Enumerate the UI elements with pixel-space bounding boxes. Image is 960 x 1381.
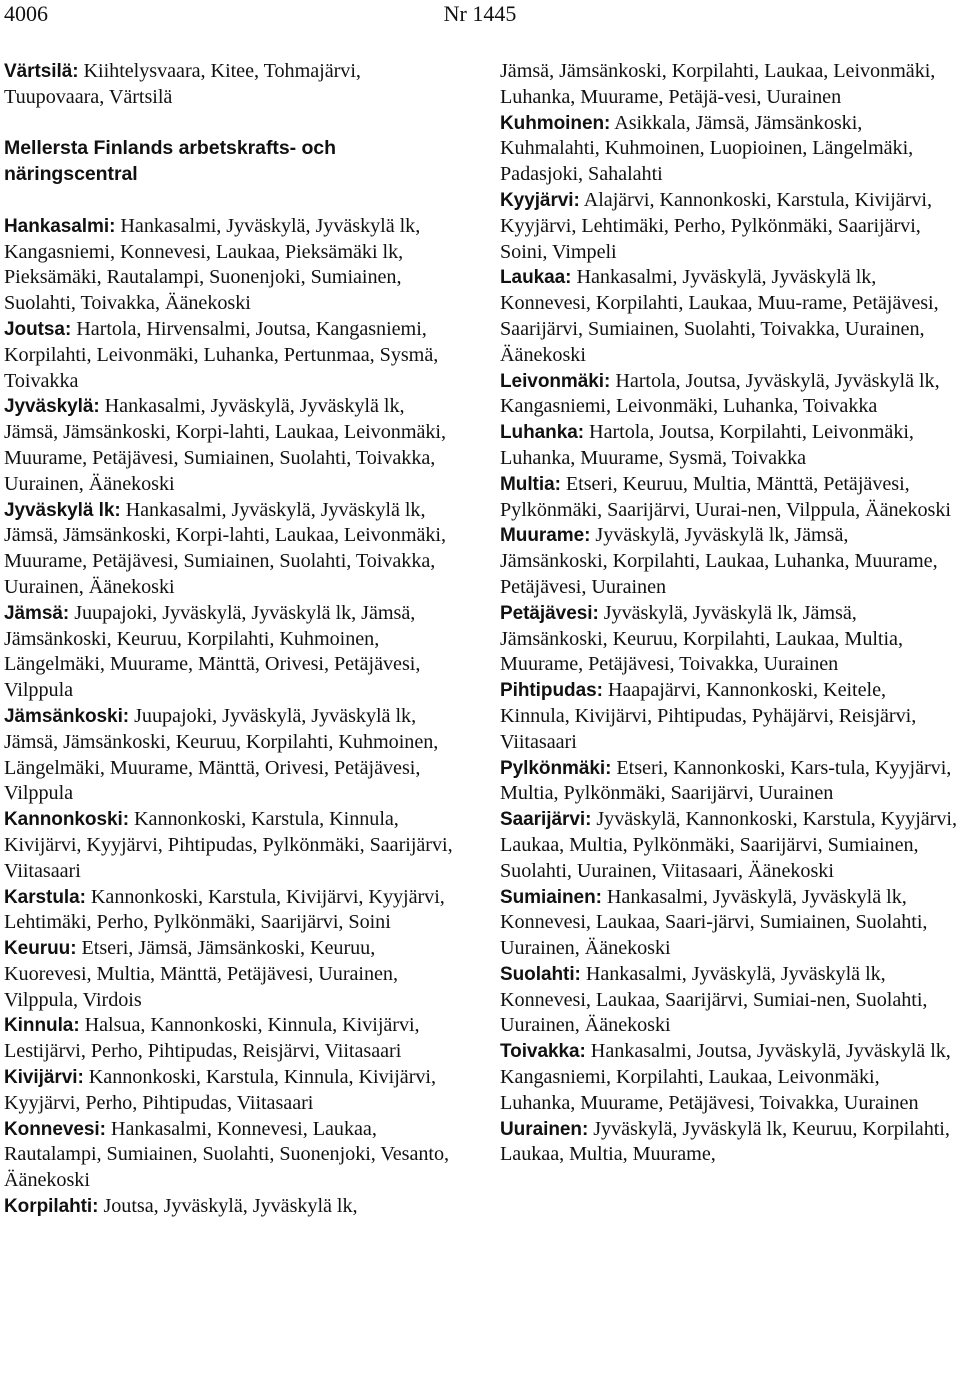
entry [500, 807, 958, 884]
entry-place: Suolahti: [500, 963, 581, 985]
entry-place: Toivakka: [500, 1041, 586, 1063]
section-heading: Mellersta Finlands arbetskrafts- och näringscentral [4, 137, 336, 186]
entry-list: Juupajoki, Jyväskylä, Jyväskylä lk, Jämsä, Jämsänkoski, Keuruu, Korpilahti, Kuhmoinen, Längelmäki, Muurame, Mänttä, Orivesi, Petäjävesi, Vilppula [4, 601, 421, 702]
entry-list: Jyväskylä, Jyväskylä lk, Jämsä, Jämsänkoski, Keuruu, Korpilahti, Laukaa, Multia, Muurame, Petäjävesi, Toivakka, Uurainen [500, 601, 903, 676]
lead-entry [4, 59, 462, 111]
entry-list: Hankasalmi, Jyväskylä, Jyväskylä lk, Konnevesi, Laukaa, Saari-järvi, Sumiainen, Suolahti, Uurainen, Äänekoski [500, 885, 928, 960]
entry-list: Hankasalmi, Jyväskylä, Jyväskylä lk, Konnevesi, Laukaa, Saarijärvi, Sumiai-nen, Suolahti, Uurainen, Äänekoski [500, 962, 928, 1037]
entry-list: Hankasalmi, Jyväskylä, Jyväskylä lk, Kangasniemi, Konnevesi, Laukaa, Pieksämäki lk, Pieksämäki, Rautalampi, Suonenjoki, Sumiainen, Suolahti, Toivakka, Äänekoski [4, 214, 421, 315]
entry-list: Hankasalmi, Jyväskylä, Jyväskylä lk, Jämsä, Jämsänkoski, Korpi-lahti, Laukaa, Leivonmäki, Muurame, Petäjävesi, Sumiainen, Suolahti, Toivakka, Uurainen, Äänekoski [4, 395, 446, 495]
entry-list: Joutsa, Jyväskylä, Jyväskylä lk, [98, 1195, 358, 1218]
entry [4, 498, 462, 601]
entry [4, 1194, 462, 1220]
entry-place: Luhanka: [500, 422, 585, 444]
left-entry-list [4, 214, 462, 1220]
entry [500, 885, 958, 962]
entry-list: Kannonkoski, Karstula, Kinnula, Kivijärvi, Kyyjärvi, Pihtipudas, Pylkönmäki, Saarijärvi, Viitasaari [4, 808, 453, 882]
entry [500, 601, 958, 678]
entry-place: Jyväskylä: [4, 396, 100, 418]
entry-list: Hartola, Joutsa, Jyväskylä, Jyväskylä lk, Kangasniemi, Leivonmäki, Luhanka, Toivakka [500, 369, 940, 418]
entry [4, 317, 462, 394]
entry [500, 420, 958, 472]
entry [500, 1117, 958, 1169]
entry [500, 265, 958, 368]
entry-list: Jyväskylä, Kannonkoski, Karstula, Kyyjärvi, Laukaa, Multia, Pylkönmäki, Saarijärvi, Sumiainen, Suolahti, Uurainen, Viitasaari, Äänekoski [500, 808, 957, 882]
entry-place: Kuhmoinen: [500, 112, 611, 134]
entry [500, 962, 958, 1039]
entry-place: Värtsilä: [4, 61, 79, 82]
entry-list: Hartola, Hirvensalmi, Joutsa, Kangasniemi, Korpilahti, Leivonmäki, Luhanka, Pertunmaa, Sysmä, Toivakka [4, 317, 439, 392]
entry-list: Juupajoki, Jyväskylä, Jyväskylä lk, Jämsä, Jämsänkoski, Keuruu, Korpilahti, Kuhmoinen, Längelmäki, Muurame, Mänttä, Orivesi, Petäjävesi, Vilppula [4, 704, 439, 805]
entry-place: Konnevesi: [4, 1118, 106, 1140]
entry [500, 188, 958, 265]
entry-place: Muurame: [500, 525, 591, 547]
entry-list: Hankasalmi, Jyväskylä, Jyväskylä lk, Konnevesi, Korpilahti, Laukaa, Muu-rame, Petäjävesi, Saarijärvi, Sumiainen, Suolahti, Toivakka, Uurainen, Äänekoski [500, 266, 939, 366]
entry-place: Kannonkoski: [4, 809, 130, 831]
entry-place: Laukaa: [500, 267, 572, 289]
spacer [4, 188, 462, 214]
entry-list: Hartola, Joutsa, Korpilahti, Leivonmäki, Luhanka, Muurame, Sysmä, Toivakka [500, 421, 914, 469]
issue-number: Nr 1445 [443, 1, 517, 26]
entry [4, 704, 462, 807]
entry-list: Etseri, Kannonkoski, Kars-tula, Kyyjärvi, Multia, Pylkönmäki, Saarijärvi, Uurainen [500, 756, 952, 805]
right-column [500, 59, 958, 1168]
entry [4, 1117, 462, 1194]
entry-list: Haapajärvi, Kannonkoski, Keitele, Kinnula, Kivijärvi, Pihtipudas, Pyhäjärvi, Reisjärvi, Viitasaari [500, 679, 917, 753]
entry-place: Keuruu: [4, 938, 77, 960]
entry-place: Saarijärvi: [500, 809, 592, 831]
entry [4, 1065, 462, 1117]
entry-list: Hankasalmi, Joutsa, Jyväskylä, Jyväskylä lk, Kangasniemi, Korpilahti, Laukaa, Leivonmäki, Luhanka, Muurame, Petäjävesi, Toivakka, Uurainen [500, 1040, 951, 1114]
entry-place: Hankasalmi: [4, 215, 116, 237]
entry-place: Kyyjärvi: [500, 189, 580, 211]
entry-place: Pihtipudas: [500, 680, 603, 702]
entry-list: Kiihtelysvaara, Kitee, Tohmajärvi, Tuupovaara, Värtsilä [4, 60, 361, 108]
entry-list: Kannonkoski, Karstula, Kinnula, Kivijärvi, Kyyjärvi, Perho, Pihtipudas, Viitasaari [4, 1066, 436, 1114]
right-entry-list [500, 111, 958, 1169]
entry-list: Hankasalmi, Konnevesi, Laukaa, Rautalampi, Sumiainen, Suolahti, Suonenjoki, Vesanto, Äänekoski [4, 1117, 449, 1192]
entry-place: Jämsä: [4, 602, 70, 624]
entry [500, 1039, 958, 1116]
entry-list: Hankasalmi, Jyväskylä, Jyväskylä lk, Jämsä, Jämsänkoski, Korpi-lahti, Laukaa, Leivonmäki, Muurame, Petäjävesi, Sumiainen, Suolahti, Toivakka, Uurainen, Äänekoski [4, 498, 446, 598]
entry-list: Etseri, Keuruu, Multia, Mänttä, Petäjävesi, Pylkönmäki, Saarijärvi, Uurai-nen, Vilppula, Äänekoski [500, 472, 951, 521]
entry [500, 369, 958, 421]
page-number: 4006 [4, 1, 48, 26]
entry-place: Sumiainen: [500, 886, 602, 908]
spacer [4, 111, 462, 137]
entry [500, 472, 958, 524]
continuation-entry: Jämsä, Jämsänkoski, Korpilahti, Laukaa, Leivonmäki, Luhanka, Muurame, Petäjä-vesi, Uurainen [500, 60, 936, 108]
entry [500, 111, 958, 188]
entry-place: Karstula: [4, 886, 86, 908]
page-header [0, 0, 960, 30]
entry-place: Joutsa: [4, 318, 72, 340]
entry [4, 885, 462, 937]
entry-place: Kinnula: [4, 1015, 80, 1037]
left-column [4, 59, 462, 1220]
entry-list: Jyväskylä, Jyväskylä lk, Jämsä, Jämsänkoski, Korpilahti, Laukaa, Luhanka, Muurame, Petäjävesi, Uurainen [500, 524, 938, 598]
entry-place: Jyväskylä lk: [4, 499, 121, 521]
entry-list: Asikkala, Jämsä, Jämsänkoski, Kuhmalahti, Kuhmoinen, Luopioinen, Längelmäki, Padasjoki, Sahalahti [500, 111, 914, 186]
entry-list: Alajärvi, Kannonkoski, Karstula, Kivijärvi, Kyyjärvi, Lehtimäki, Perho, Pylkönmäki, Saarijärvi, Soini, Vimpeli [500, 188, 932, 263]
entry [4, 1013, 462, 1065]
entry [4, 807, 462, 884]
entry-place: Kivijärvi: [4, 1067, 84, 1089]
entry-list: Etseri, Jämsä, Jämsänkoski, Keuruu, Kuorevesi, Multia, Mänttä, Petäjävesi, Uurainen, Vilppula, Virdois [4, 937, 398, 1011]
entry-place: Leivonmäki: [500, 370, 611, 392]
entry [500, 523, 958, 600]
entry [4, 214, 462, 317]
entry [500, 756, 958, 808]
entry [4, 936, 462, 1013]
entry [500, 678, 958, 755]
entry-place: Jämsänkoski: [4, 705, 130, 727]
entry [4, 601, 462, 704]
entry-list: Jyväskylä, Jyväskylä lk, Keuruu, Korpilahti, Laukaa, Multia, Muurame, [500, 1117, 950, 1166]
entry-place: Multia: [500, 473, 561, 495]
entry-place: Uurainen: [500, 1118, 589, 1140]
entry-list: Halsua, Kannonkoski, Kinnula, Kivijärvi, Lestijärvi, Perho, Pihtipudas, Reisjärvi, Viitasaari [4, 1014, 420, 1063]
entry-list: Kannonkoski, Karstula, Kivijärvi, Kyyjärvi, Lehtimäki, Perho, Pylkönmäki, Saarijärvi, Soini [4, 885, 445, 934]
entry-place: Korpilahti: [4, 1196, 99, 1218]
entry-place: Petäjävesi: [500, 602, 599, 624]
entry-place: Pylkönmäki: [500, 757, 612, 779]
entry [4, 394, 462, 497]
